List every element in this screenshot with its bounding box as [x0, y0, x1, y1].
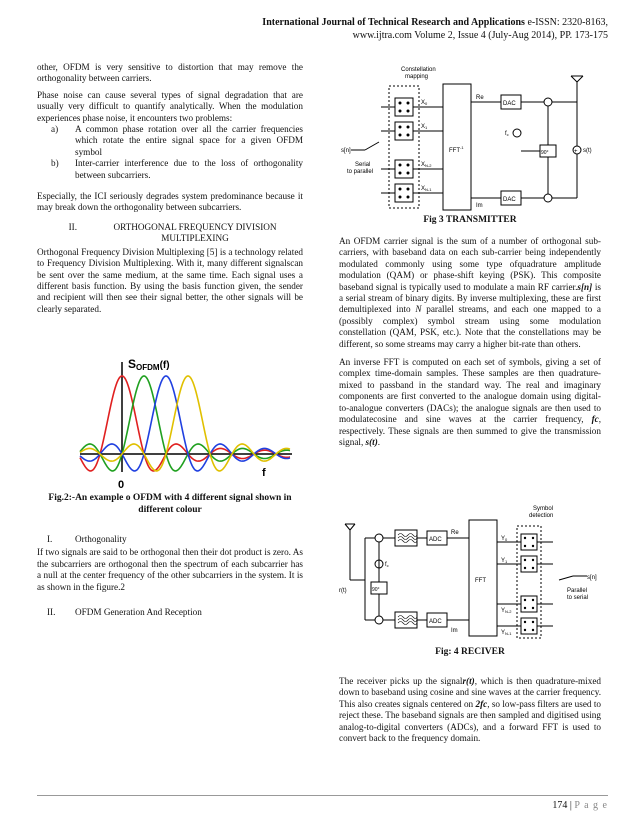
subcarrier-curves — [80, 376, 290, 471]
subsection-heading — [37, 607, 303, 618]
fft-label: FFT — [475, 578, 486, 584]
ifft-label: $FFT^{-1}$ — [449, 145, 464, 154]
xn2-label: XN-2 — [421, 162, 432, 168]
running-header — [188, 16, 608, 42]
subsection-number: I. — [47, 534, 53, 544]
subcarrier-curve — [80, 376, 290, 471]
paragraph: other, OFDM is very sensitive to distortion that may remove the orthogonality between carriers. — [37, 62, 303, 84]
serial-label: Serial — [355, 162, 371, 168]
x0-label: X0 — [421, 100, 428, 106]
im-label: Im — [451, 628, 458, 634]
serial-parallel-switch — [351, 107, 443, 193]
subsection-title: Orthogonality — [75, 534, 127, 544]
ofdm-spectrum-figure — [60, 352, 300, 492]
ifft-block — [443, 84, 471, 210]
adder-symbol: + — [574, 149, 578, 155]
paragraph: An inverse FFT is computed on each set of symbols, giving a set of complex time-domain samples. These samples are then quadrature-mixed to passband in the standard way. The real and imaginary components are first converted to the analogue domain using digital-to-analogue converters (DACs); the analogue signals are then used to modulatecosine and sine waves at the carrier frequency, fc, respectively. These signals are then summed to give the transmission signal, s(t). — [339, 357, 601, 447]
left-column-lower — [37, 492, 303, 618]
list-marker: a) — [51, 124, 59, 135]
figure-caption: Fig.2:-An example o OFDM with 4 different signal shown in different colour — [48, 493, 292, 515]
right-column-lower — [339, 646, 601, 749]
im-label: Im — [476, 203, 483, 209]
mapping-box — [389, 86, 419, 208]
footer-rule — [37, 795, 608, 796]
transmitter-diagram — [339, 62, 601, 212]
list-item — [37, 158, 303, 181]
figure-caption: Fig 3 TRANSMITTER — [423, 215, 517, 225]
detection-dots — [524, 537, 534, 631]
output-label: s[n] — [587, 575, 597, 581]
to-serial-label: to serial — [567, 595, 589, 601]
section-title: ORTHOGONAL FREQUENCY DIVISION MULTIPLEXING — [113, 221, 277, 244]
yn2-label: YN-2 — [501, 608, 512, 614]
list-marker: b) — [51, 158, 59, 169]
y0-label: Y0 — [501, 536, 508, 542]
constellation-label: Constellation — [401, 67, 436, 73]
y1-label: Y1 — [501, 558, 508, 564]
input-label: r(t) — [339, 588, 347, 594]
receiver-diagram — [339, 500, 601, 640]
paragraph: The receiver picks up the signalr(t), which is then quadrature-mixed down to baseband using cosine and sine waves at the carrier frequency. This also creates signals centered on 2fc, so low-pass filters are used to reject these. The baseband signals are then sampled and digitised using analog-to-digital converters (ADCs), and a forward FFT is used to convert back to the frequency domain. — [339, 676, 602, 744]
left-column — [37, 62, 303, 320]
tx-signal-lines — [471, 76, 583, 205]
detection-label: detection — [529, 513, 554, 519]
x-axis-label: f — [262, 467, 266, 479]
journal-title: International Journal of Technical Research and Applications — [262, 17, 525, 28]
parallel-label: Parallel — [567, 588, 588, 594]
fc-label: fc — [385, 562, 389, 568]
adc-label: ADC — [429, 537, 442, 543]
y-axis-label: SOFDM(f) — [128, 357, 170, 372]
list-text: A common phase rotation over all the carrier frequencies which rotate the entire signal space for a given OFDM symbol — [75, 124, 303, 157]
right-column-upper — [339, 214, 601, 453]
filter-waves — [398, 534, 417, 625]
re-label: Re — [476, 95, 484, 101]
paragraph: Orthogonal Frequency Division Multiplexing [5] is a technology related to Frequency Division Multiplexing. With it, many different signalscan be sent over the same medium, at the same time. Each signal uses a different basis function. By using the basis function given, the sender and recipient will then see their signal better, the other signals will be clearly separated. — [37, 246, 303, 314]
section-heading — [37, 222, 303, 245]
mapping-label: mapping — [405, 74, 429, 80]
xn1-label: XN-1 — [421, 186, 432, 192]
output-label: s(t) — [583, 148, 592, 154]
origin-label: 0 — [118, 479, 125, 491]
fc-label: fc — [505, 131, 509, 137]
phase-shift-label: 90° — [372, 587, 380, 593]
dac-label: DAC — [503, 197, 516, 203]
to-parallel-label: to parallel — [347, 169, 374, 175]
list-text: Inter-carrier interference due to the loss of orthogonality between subcarriers. — [75, 158, 303, 180]
figure-caption: Fig: 4 RECIVER — [435, 647, 505, 657]
symbol-label: Symbol — [533, 506, 554, 512]
paragraph: An OFDM carrier signal is the sum of a number of orthogonal sub-carriers, with baseband data on each sub-carrier being independently modulated commonly using some type ofquadrature amplitude modulation (QAM) or phase-shift keying (PSK). This composite baseband signal is typically used to modulate a main RF carrier.s[n] is a serial stream of binary digits. By inverse multiplexing, these are first demultiplexed into N parallel streams, and each one mapped to a (possibly complex) symbol stream using some modulation constellation (QAM, PSK, etc.). Note that the constellations may be different, so some streams may carry a higher bit-rate than others. — [339, 236, 601, 349]
x1-label: X1 — [421, 124, 428, 130]
issn: e-ISSN: 2320-8163, — [524, 17, 608, 28]
yn1-label: YN-1 — [501, 630, 512, 636]
re-label: Re — [451, 530, 459, 536]
subsection-number: II. — [47, 607, 56, 618]
subsection-heading — [37, 534, 303, 545]
paragraph: Phase noise can cause several types of signal degradation that are usually very difficult to quantify analytically. When the modulation experiences phase noise, it encounters two problems: — [37, 89, 303, 123]
constellation-blocks — [395, 98, 413, 202]
subsection-title: OFDM Generation And Reception — [75, 607, 202, 618]
dac-label: DAC — [503, 101, 516, 107]
section-number: II. — [68, 221, 77, 232]
rx-signal-lines — [345, 520, 587, 638]
paragraph: If two signals are said to be orthogonal then their dot product is zero. As the subcarriers are orthogonal then the spectrum of each subcarrier has a null at the center frequency of the other subcarriers in the system. It is as shown in the figure.2 — [37, 547, 303, 592]
list-item — [37, 124, 303, 158]
paragraph: Especially, the ICI seriously degrades system predominance because it may break down the orthogonality between subcarriers. — [37, 191, 303, 213]
volume-line: www.ijtra.com Volume 2, Issue 4 (July-Aug 2014), PP. 173-175 — [352, 30, 608, 41]
adc-label: ADC — [429, 619, 442, 625]
phase-shift-label: 90° — [541, 150, 549, 156]
page-number: 174 | P a g e — [552, 800, 608, 811]
input-label: s[n] — [341, 148, 351, 154]
